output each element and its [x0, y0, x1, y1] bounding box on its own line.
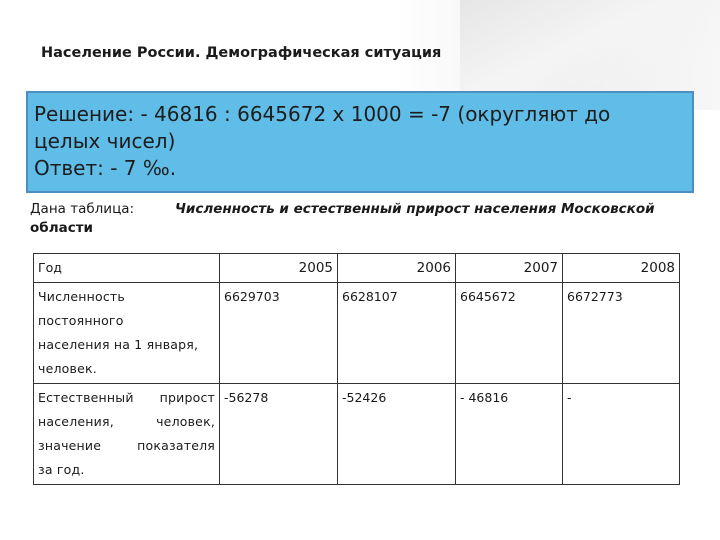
- growth-value: - 46816: [456, 384, 563, 485]
- table-title-continuation: области: [30, 220, 93, 236]
- growth-row-label: [34, 384, 220, 485]
- solution-line-2: целых чисел): [34, 129, 176, 153]
- population-value: 6672773: [563, 283, 680, 384]
- label-line: Естественный прирост: [38, 390, 215, 405]
- growth-value: -: [563, 384, 680, 485]
- population-value: 6628107: [338, 283, 456, 384]
- label-line: населения на 1 января,: [38, 337, 199, 352]
- population-row-label: [34, 283, 220, 384]
- label-line: за год.: [38, 462, 85, 477]
- year-cell: 2005: [220, 254, 338, 283]
- solution-line-1: Решение: - 46816 : 6645672 х 1000 = -7 (округляют до: [34, 102, 611, 126]
- growth-value: -52426: [338, 384, 456, 485]
- background-corner-shade: [460, 0, 720, 95]
- year-cell: 2008: [563, 254, 680, 283]
- population-value: 6629703: [220, 283, 338, 384]
- year-cell: 2007: [456, 254, 563, 283]
- year-header-label: Год: [34, 254, 220, 283]
- given-table-label: Дана таблица:: [30, 201, 135, 217]
- solution-box: [26, 91, 694, 193]
- population-value: 6645672: [456, 283, 563, 384]
- population-table: [33, 253, 680, 485]
- table-title: Численность и естественный прирост населения Московской: [175, 201, 655, 217]
- label-line: постоянного: [38, 313, 124, 328]
- answer-line: Ответ: - 7 ‰.: [34, 156, 177, 180]
- label-line: значение показателя: [38, 438, 215, 453]
- label-line: населения, человек,: [38, 414, 215, 429]
- table-row-growth: [34, 384, 680, 485]
- label-line: человек.: [38, 361, 97, 376]
- growth-value: -56278: [220, 384, 338, 485]
- label-line: Численность: [38, 289, 125, 304]
- year-cell: 2006: [338, 254, 456, 283]
- table-row-header: [34, 254, 680, 283]
- table-row-population: [34, 283, 680, 384]
- slide-title: Население России. Демографическая ситуация: [41, 45, 442, 61]
